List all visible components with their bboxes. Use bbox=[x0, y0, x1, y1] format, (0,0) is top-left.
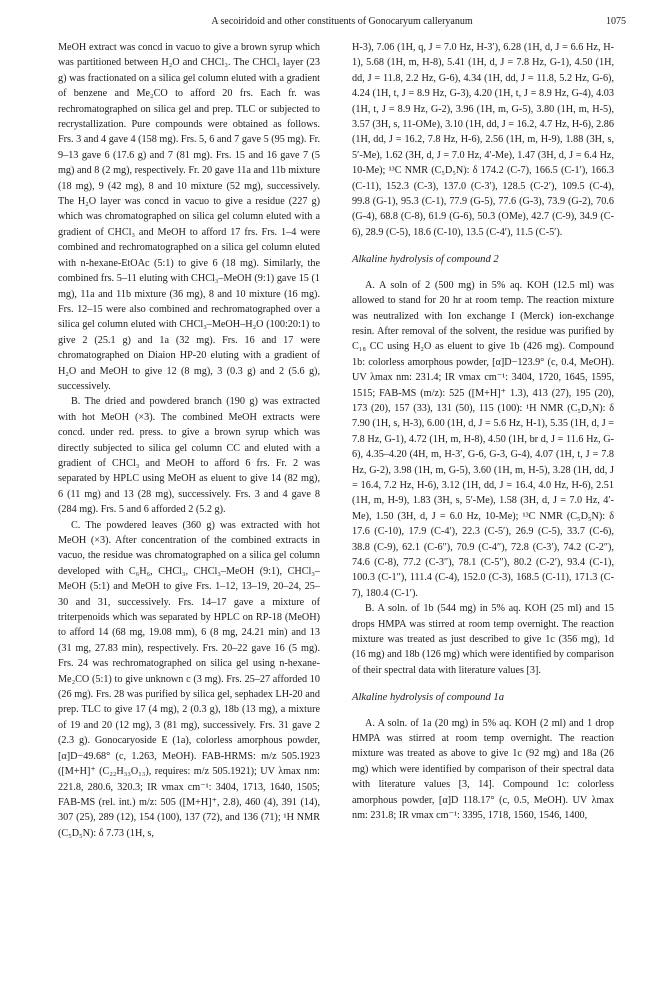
right-column bbox=[352, 40, 614, 824]
page-number: 1075 bbox=[606, 16, 626, 27]
running-title: A secoiridoid and other constituents of Gonocaryum calleryanum bbox=[211, 16, 473, 27]
paragraph-nmr-continued: H-3), 7.06 (1H, q, J = 7.0 Hz, H-3′), 6.28 (1H, d, J = 6.6 Hz, H-1), 5.68 (1H, m, H-8), 5.41 (1H, d, J = 7.8 Hz, G-1), 4.50 (1H, dd, J = 11.8, 2.2 Hz, G-6), 4.34 (1H, dd, J = 11.8, 5.2 Hz, G-6), 4.24 (1H, t, J = 8.9 Hz, G-3), 4.20 (1H, t, J = 8.9 Hz, G-4), 4.03 (1H, t, J = 8.9 Hz, G-2), 3.96 (1H, m, G-5), 3.80 (1H, m, H-5), 3.57 (3H, s, 11-OMe), 3.10 (1H, dd, J = 16.2, 4.7 Hz, H-6), 2.86 (1H, dd, J = 16.2, 7.8 Hz, H-6), 2.56 (1H, m, H-9), 1.88 (3H, s, 5′-Me), 1.62 (3H, d, J = 7.0 Hz, 4′-Me), 1.47 (3H, d, J = 6.4 Hz, 10-Me); ¹³C NMR (C₅D₅N): δ 174.2 (C-7), 166.5 (C-1′), 166.3 (C-11), 152.3 (C-3), 137.0 (C-3′), 128.5 (C-2′), 109.5 (C-4), 99.8 (G-1), 95.3 (C-1), 77.9 (G-5), 77.6 (G-3), 73.9 (G-2), 70.6 (G-4), 68.8 (C-8), 61.9 (G-6), 50.3 (OMe), 42.7 (C-9), 34.9 (C-6), 28.9 (C-5), 18.6 (C-10), 13.5 (C-4′), 11.5 (C-5′). bbox=[352, 42, 614, 238]
paragraph-leaves-extraction: C. The powdered leaves (360 g) was extracted with hot MeOH (×3). After concentration of the combined extracts in vacuo, the residue was chromatographed on a silica gel column developed with C₆H₆, CHCl₃, CHCl₃–MeOH (9:1), CHCl₃–MeOH (5:1) and MeOH to give Frs. 1–12, 13–19, 20–24, 25–30 and 31, successively. Frs. 14–17 gave a mixture of triterpenoids which was separated by HPLC on RP-18 (MeOH) to afford 14 (68 mg, 19.08 mm), 6 (8 mg, 24.21 min) and 13 (31 mg, 27.83 min), respectively. Frs. 20–22 gave 16 (5 mg). Frs. 24 was rechromatographed on silica gel using n-hexane-Me₂CO (5:1) to give unknown c (3 mg). Frs. 25–27 afforded 10 (26 mg). Frs. 28 was purified by silica gel, sephadex LH-20 and prep. TLC to give 17 (4 mg), 2 (0.3 g), 18b (13 mg), a mixture of 19 and 20 (12 mg), 3 (81 mg), successively. Frs. 31 gave 2 (2.3 g). Gonocaryoside E (1a), colorless amorphous powder, [α]D−49.68° (c, 1.263, MeOH). FAB-HRMS: m/z 505.1923 ([M+H]⁺ (C₂₂H₃₃O₁₃), requires: m/z 505.1921); UV λmax nm: 221.8, 280.6, 320.3; IR νmax cm⁻¹: 3404, 1713, 1640, 1505; FAB-MS (rel. int.) m/z: 505 ([M+H]⁺, 2.8), 460 (4), 391 (14), 307 (25), 289 (12), 154 (100), 137 (72), and 136 (71); ¹H NMR (C₅D₅N): δ 7.73 (1H, s, bbox=[58, 519, 320, 839]
paragraph-branch-extraction: B. The dried and powdered branch (190 g) was extracted with hot MeOH (×3). The combined MeOH extracts were concd. under red. press. to give a brown syrup which was directly subjected to silica gel column CC and eluted with a gradient of CHCl₃ and MeOH to afford 6 frs. Fr. 2 was separated by HPLC using MeOH as eluent to give 14 (82 mg), 6 (11 mg) and 13 (28 mg), successively. Frs. 3 and 4 gave 8 (284 mg). Frs. 5 and 6 afforded 2 (5.2 g). bbox=[58, 396, 320, 516]
paragraph-fractionation: MeOH extract was concd in vacuo to give a brown syrup which was partitioned between H₂O and CHCl₃. The CHCl₃ layer (23 g) was fractionated on a silica gel column eluted with a gradient of benzene and Me₂CO to afford 20 frs. Each fr. was rechromatographed on silica gel and prep. TLC or subjected to recrystallization. Pure compounds were obtained as follows. Frs. 3 and 4 gave 4 (158 mg). Frs. 5, 6 and 7 gave 5 (95 mg). Fr. 9–13 gave 6 (17.6 g) and 7 (81 mg). Frs. 15 and 16 gave 7 (5 mg) and 8 (2 mg), respectively. Fr. 20 gave 11a and 11b mixture (18 mg), 9 (42 mg), 8 and 10 mixture (52 mg), successively. The H₂O layer was concd in vacuo to give a residue (227 g) which was chromatographed on silica gel column eluted with a gradient of CHCl₃ and MeOH to afford 17 frs. Frs. 1–4 were combined and rechromatographed on a silica gel column eluted with n-hexane-EtOAc (5:1) to give 6 (18 mg). Similarly, the combined frs. 5–11 eluting with CHCl₃–MeOH (9:1) gave 15 (1 mg), 11a and 11b mixture (36 mg), 8 and 10 mixture (16 mg). Frs. 12–15 were also combined and rechromatographed over a silica gel column eluted with CHCl₃–MeOH–H₂O (100:20:1) to give 2 (25.1 g) and 1a (32 mg). Frs. 16 and 17 were chromatographed on Diaion HP-20 eluting with a gradient of H₂O and MeOH to give 12 (8 mg), 3 (0.3 g) and 2 (5.6 g), successively. bbox=[58, 42, 320, 392]
paragraph-hydrolysis-2-a: A. A soln of 2 (500 mg) in 5% aq. KOH (12.5 ml) was allowed to stand for 20 hr at room temp. The reaction mixture was neutralized with Ion exchange I (Merck) ion-exchange resin. After removal of the solvent, the residue was purified by C₁₈ CC using H₂O as eluent to give 1b (426 mg). Compound 1b: colorless amorphous powder, [α]D−123.9° (c, 0.4, MeOH). UV λmax nm: 231.4; IR νmax cm⁻¹: 3404, 1720, 1645, 1595, 1515; FAB-MS (m/z): 525 ([M+H]⁺ 1.3), 413 (27), 195 (20), 173 (20), 157 (33), 131 (50), 115 (100): ¹H NMR (C₅D₅N): δ 7.90 (1H, s, H-3), 6.00 (1H, d, J = 5.6 Hz, H-1), 5.35 (1H, d, J = 7.8 Hz, G-1), 4.72 (1H, m, H-8), 4.50 (1H, br d, J = 11.6 Hz, G-6), 4.35–4.20 (4H, m, H-3′, G-6, G-3, G-4), 4.07 (1H, t, J = 7.8 Hz, G-2), 3.98 (1H, m, G-5), 3.60 (1H, m, H-5), 3.28 (1H, dd, J = 16.4, 7.2 Hz, H-6), 3.12 (1H, dd, J = 16.4, 4.0 Hz, H-6), 2.51 (1H, m, H-9), 1.83 (3H, s, 5′-Me), 1.58 (3H, d, J = 7.0 Hz, 4′-Me), 1.50 (3H, d, J = 6.0 Hz, 10-Me); ¹³C NMR (C₅D₅N): δ 17.6 (C-10), 17.9 (C-4′), 22.3 (C-5′), 26.9 (C-5), 33.7 (C-6), 38.8 (C-9), 62.1 (C-6″), 70.9 (C-4″), 72.8 (C-3′), 74.2 (C-2″), 74.6 (C-8), 77.2 (C-3″), 78.1 (C-5″), 80.2 (C-2′), 93.4 (C-1), 100.3 (C-1″), 111.4 (C-4), 152.0 (C-3), 168.5 (C-11), 171.3 (C-7), 180.4 (C-1′). bbox=[352, 279, 614, 599]
left-column bbox=[58, 40, 320, 841]
running-header bbox=[58, 14, 626, 30]
paragraph-hydrolysis-1a: A. A soln. of 1a (20 mg) in 5% aq. KOH (2 ml) and 1 drop HMPA was stirred at room temp overnight. The reaction mixture was treated as above to give 1c (92 mg) and 18a (26 mg) which were identified by comparison of their spectral data with literature values [3, 14]. Compound 1c: colorless amorphous powder, [α]D 118.17° (c, 0.5, MeOH). UV λmax nm: 231.8; IR νmax cm⁻¹: 3395, 1718, 1560, 1546, 1400, bbox=[352, 717, 614, 822]
section-heading-hydrolysis-2: Alkaline hydrolysis of compound 2 bbox=[352, 254, 499, 266]
section-heading-hydrolysis-1a: Alkaline hydrolysis of compound 1a bbox=[352, 692, 505, 704]
paragraph-hydrolysis-2-b: B. A soln. of 1b (544 mg) in 5% aq. KOH (25 ml) and 15 drops HMPA was stirred at room temp overnight. The reaction mixture was treated as just described to give 1c (356 mg), 1d (16 mg) and 18b (126 mg) which were identified by comparison of their spectral data with literature values [3]. bbox=[352, 603, 614, 676]
